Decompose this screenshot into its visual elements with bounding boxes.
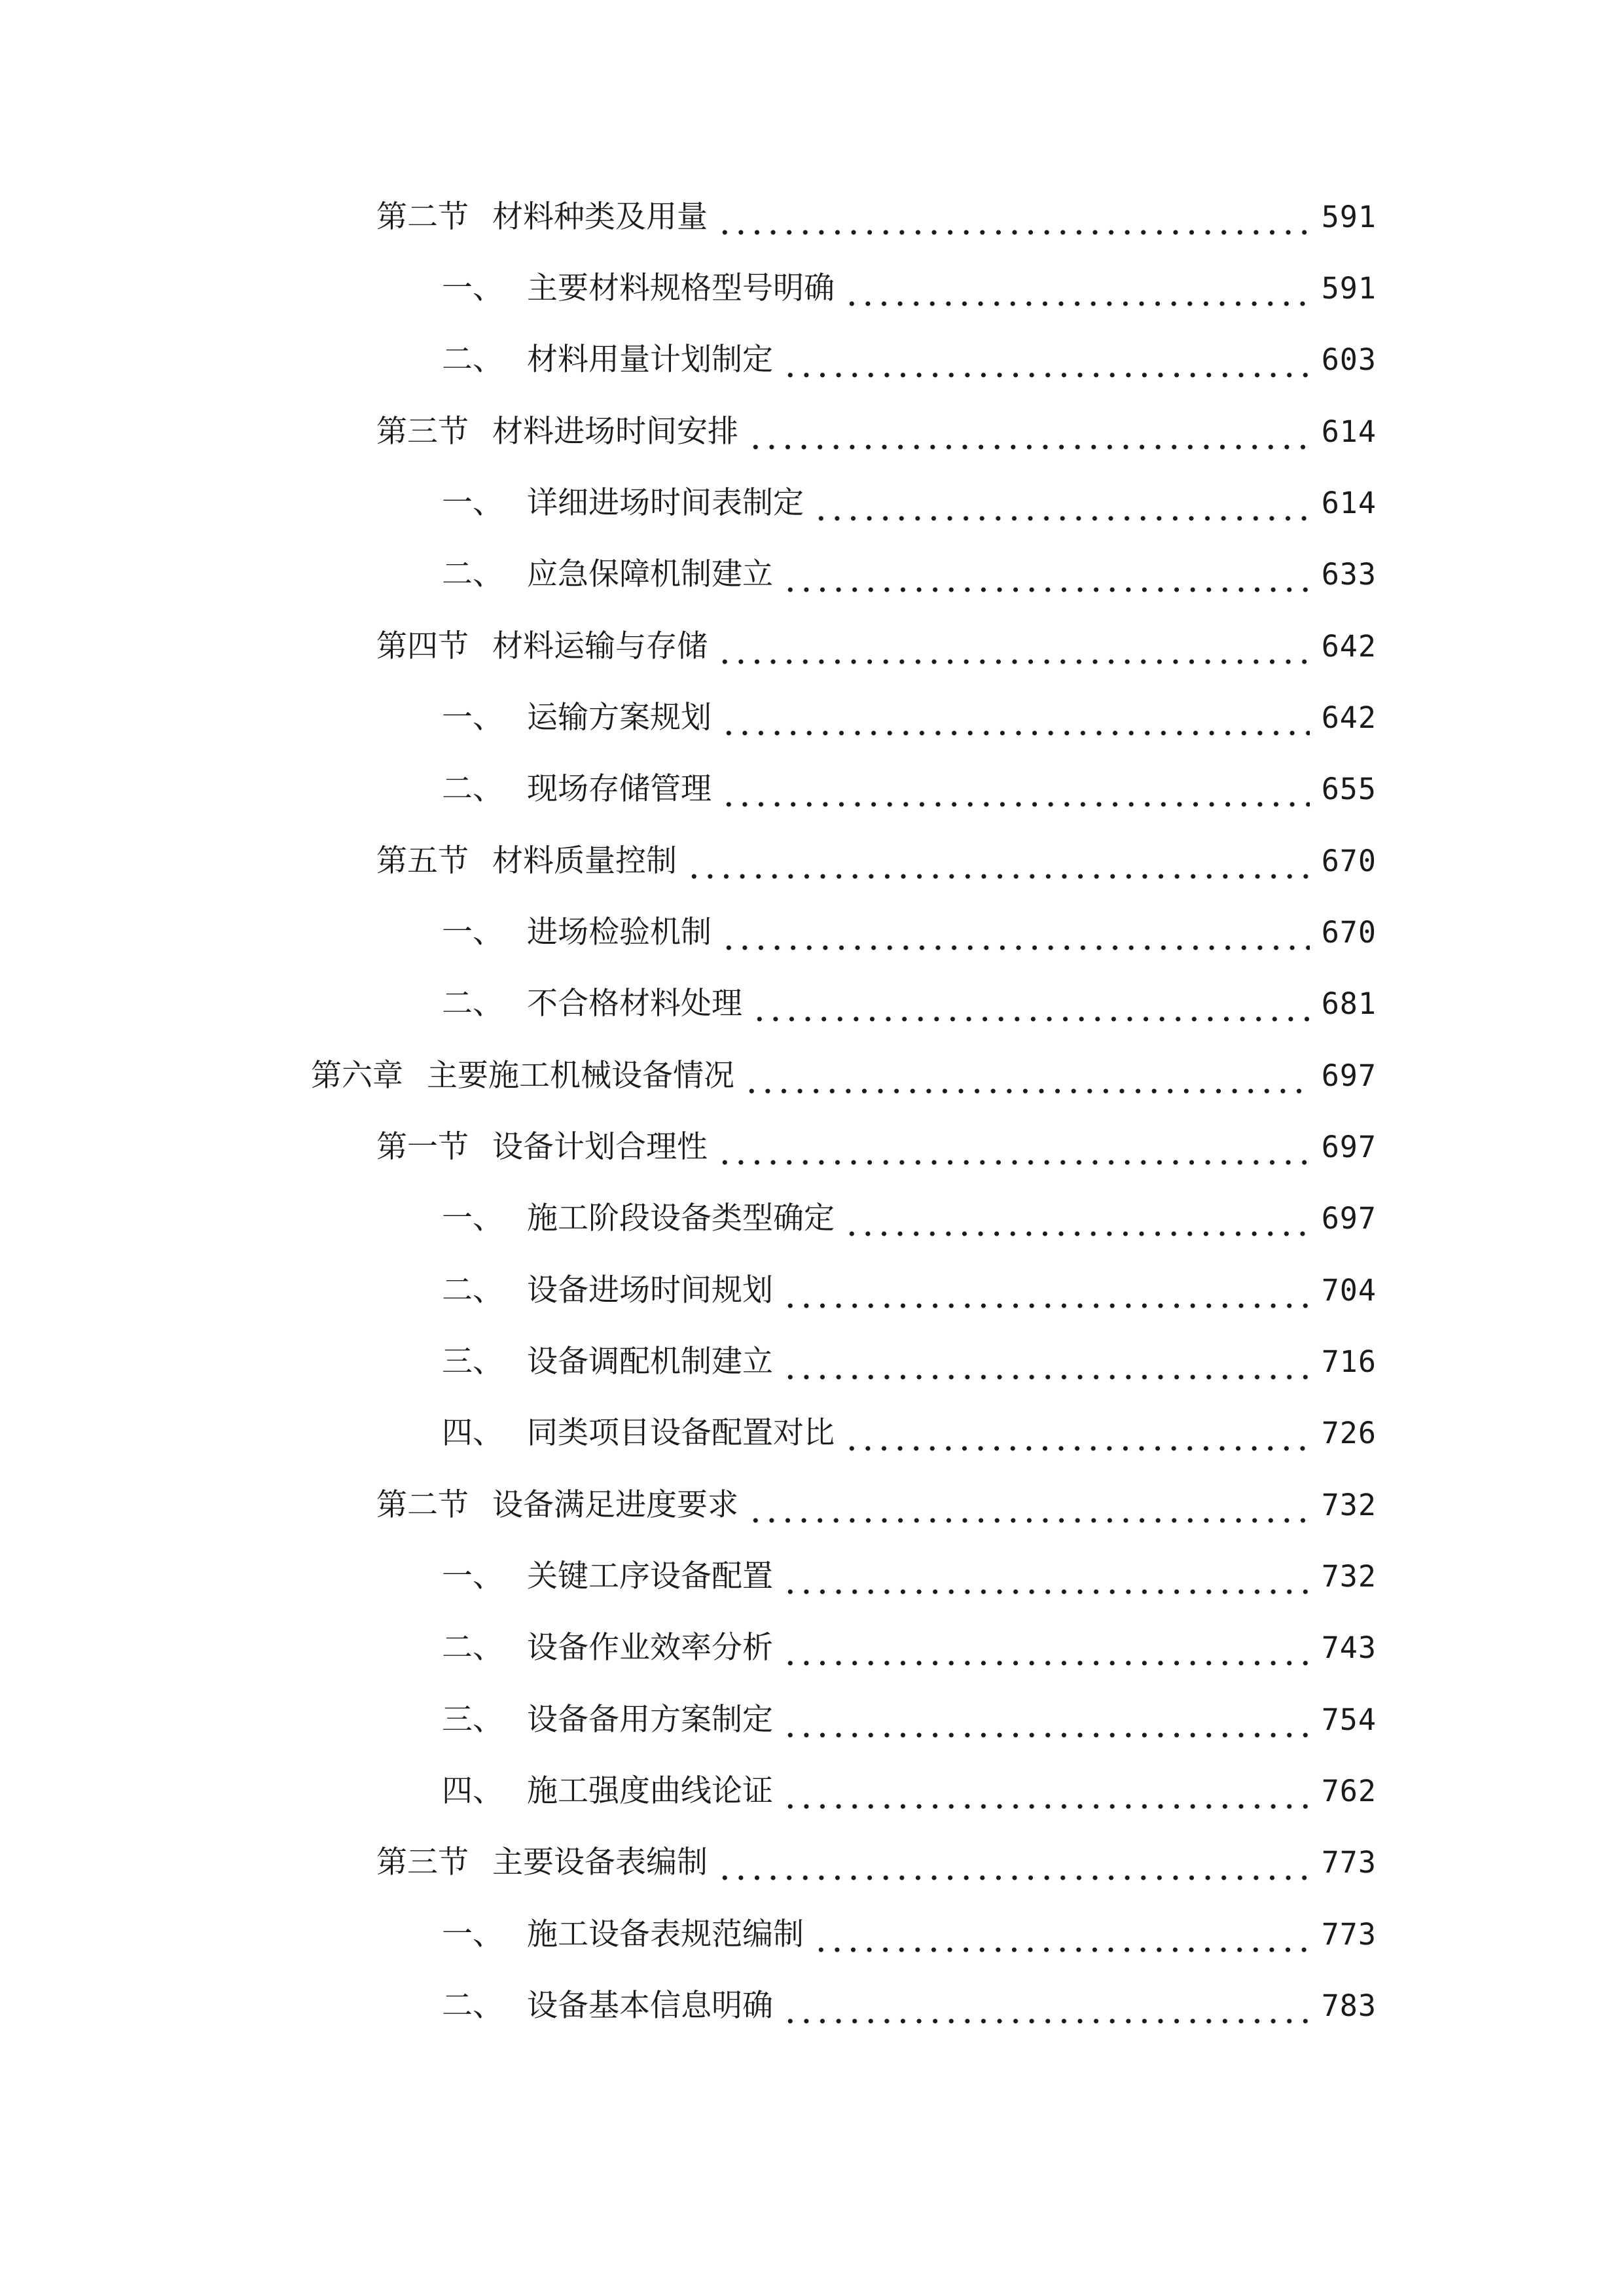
entry-title: 现场存储管理 <box>527 771 712 807</box>
entry-number: 二、 <box>442 1988 503 2024</box>
toc-entry[interactable] <box>442 337 1377 383</box>
entry-number: 第六章 <box>311 1058 403 1094</box>
entry-title: 设备作业效率分析 <box>527 1630 773 1666</box>
entry-number: 一、 <box>442 914 503 950</box>
entry-title: 主要施工机械设备情况 <box>427 1058 734 1094</box>
toc-entry[interactable] <box>442 910 1377 956</box>
page-number: 591 <box>1321 200 1377 234</box>
dot-leader <box>782 337 1310 383</box>
entry-number: 第二节 <box>376 1487 469 1523</box>
entry-title: 同类项目设备配置对比 <box>527 1415 835 1451</box>
dot-leader <box>717 194 1310 240</box>
entry-title: 施工设备表规范编制 <box>527 1916 804 1952</box>
entry-title: 材料用量计划制定 <box>527 342 773 378</box>
entry-title: 主要设备表编制 <box>492 1844 708 1880</box>
toc-entry[interactable] <box>442 981 1377 1027</box>
entry-number: 二、 <box>442 342 503 378</box>
entry-title: 材料进场时间安排 <box>492 414 738 450</box>
entry-number: 二、 <box>442 556 503 592</box>
entry-title: 设备计划合理性 <box>492 1129 708 1165</box>
toc-entry[interactable] <box>442 1196 1377 1242</box>
entry-number: 三、 <box>442 1702 503 1738</box>
page-number: 754 <box>1321 1702 1377 1737</box>
entry-title: 设备调配机制建立 <box>527 1344 773 1380</box>
entry-title: 施工阶段设备类型确定 <box>527 1200 835 1236</box>
entry-number: 第二节 <box>376 199 469 235</box>
toc-entry[interactable] <box>442 1768 1377 1814</box>
toc-entry[interactable] <box>442 1697 1377 1743</box>
toc-entry[interactable] <box>442 1983 1377 2029</box>
toc-entry[interactable] <box>442 766 1377 812</box>
page-number: 614 <box>1321 486 1377 520</box>
dot-leader <box>721 766 1310 812</box>
dot-leader <box>782 1983 1310 2029</box>
toc-entry[interactable] <box>376 1124 1377 1170</box>
toc-entry[interactable] <box>442 1410 1377 1456</box>
dot-leader <box>782 1554 1310 1600</box>
entry-number: 四、 <box>442 1415 503 1451</box>
page-number: 732 <box>1321 1488 1377 1522</box>
toc-entry[interactable] <box>376 1482 1377 1528</box>
page-number: 670 <box>1321 915 1377 950</box>
entry-number: 四、 <box>442 1773 503 1809</box>
toc-entry[interactable] <box>442 480 1377 526</box>
page-number: 773 <box>1321 1845 1377 1880</box>
toc-entry[interactable] <box>442 1339 1377 1385</box>
toc-entry[interactable] <box>376 194 1377 240</box>
toc-entry[interactable] <box>376 1840 1377 1886</box>
entry-title: 设备满足进度要求 <box>492 1487 738 1523</box>
toc-entry[interactable] <box>311 1053 1377 1099</box>
page-number: 655 <box>1321 772 1377 806</box>
entry-title: 关键工序设备配置 <box>527 1558 773 1594</box>
page-number: 762 <box>1321 1774 1377 1808</box>
toc-entry[interactable] <box>376 409 1377 455</box>
toc-entry[interactable] <box>376 624 1377 670</box>
page-number: 716 <box>1321 1344 1377 1379</box>
entry-title: 设备备用方案制定 <box>527 1702 773 1738</box>
page-number: 726 <box>1321 1416 1377 1450</box>
entry-number: 一、 <box>442 1200 503 1236</box>
entry-number: 一、 <box>442 1916 503 1952</box>
page-number: 743 <box>1321 1630 1377 1665</box>
toc-entry[interactable] <box>442 695 1377 741</box>
dot-leader <box>717 1124 1310 1170</box>
entry-title: 进场检验机制 <box>527 914 712 950</box>
entry-title: 设备基本信息明确 <box>527 1988 773 2024</box>
dot-leader <box>844 1196 1310 1242</box>
dot-leader <box>782 552 1310 598</box>
dot-leader <box>686 838 1310 884</box>
entry-number: 一、 <box>442 700 503 736</box>
dot-leader <box>717 624 1310 670</box>
dot-leader <box>782 1768 1310 1814</box>
toc-entry[interactable] <box>442 1625 1377 1671</box>
entry-number: 二、 <box>442 1272 503 1308</box>
toc-entry[interactable] <box>442 1912 1377 1958</box>
entry-number: 第五节 <box>376 843 469 879</box>
entry-title: 材料运输与存储 <box>492 628 708 664</box>
dot-leader <box>748 1482 1310 1528</box>
dot-leader <box>782 1625 1310 1671</box>
entry-title: 设备进场时间规划 <box>527 1272 773 1308</box>
page-number: 633 <box>1321 557 1377 592</box>
dot-leader <box>844 1410 1310 1456</box>
entry-title: 应急保障机制建立 <box>527 556 773 592</box>
page-number: 697 <box>1321 1201 1377 1236</box>
page-number: 670 <box>1321 844 1377 878</box>
dot-leader <box>721 695 1310 741</box>
entry-number: 二、 <box>442 986 503 1022</box>
page-number: 697 <box>1321 1130 1377 1164</box>
toc-entry[interactable] <box>442 266 1377 312</box>
dot-leader <box>844 266 1310 312</box>
entry-number: 一、 <box>442 270 503 306</box>
entry-number: 第四节 <box>376 628 469 664</box>
dot-leader <box>782 1268 1310 1314</box>
dot-leader <box>751 981 1310 1027</box>
dot-leader <box>813 1912 1310 1958</box>
entry-title: 施工强度曲线论证 <box>527 1773 773 1809</box>
dot-leader <box>782 1339 1310 1385</box>
page-number: 697 <box>1321 1058 1377 1093</box>
page-number: 642 <box>1321 700 1377 735</box>
page-number: 732 <box>1321 1559 1377 1594</box>
entry-title: 不合格材料处理 <box>527 986 742 1022</box>
entry-number: 一、 <box>442 1558 503 1594</box>
toc-entry[interactable] <box>376 838 1377 884</box>
entry-number: 三、 <box>442 1344 503 1380</box>
entry-title: 运输方案规划 <box>527 700 712 736</box>
entry-title: 主要材料规格型号明确 <box>527 270 835 306</box>
page-number: 591 <box>1321 271 1377 306</box>
dot-leader <box>717 1840 1310 1886</box>
toc-entry[interactable] <box>442 1268 1377 1314</box>
entry-number: 第三节 <box>376 1844 469 1880</box>
page-number: 603 <box>1321 342 1377 377</box>
page-number: 704 <box>1321 1273 1377 1308</box>
entry-title: 材料质量控制 <box>492 843 677 879</box>
entry-title: 详细进场时间表制定 <box>527 485 804 521</box>
toc-entry[interactable] <box>442 1554 1377 1600</box>
entry-number: 第三节 <box>376 414 469 450</box>
entry-number: 一、 <box>442 485 503 521</box>
dot-leader <box>782 1697 1310 1743</box>
dot-leader <box>813 480 1310 526</box>
page-number: 642 <box>1321 629 1377 664</box>
entry-number: 二、 <box>442 1630 503 1666</box>
entry-number: 第一节 <box>376 1129 469 1165</box>
dot-leader <box>744 1053 1310 1099</box>
page-number: 681 <box>1321 986 1377 1021</box>
page-number: 614 <box>1321 414 1377 449</box>
toc-entry[interactable] <box>442 552 1377 598</box>
entry-number: 二、 <box>442 771 503 807</box>
entry-title: 材料种类及用量 <box>492 199 708 235</box>
page-number: 773 <box>1321 1917 1377 1952</box>
dot-leader <box>748 409 1310 455</box>
dot-leader <box>721 910 1310 956</box>
page-number: 783 <box>1321 1988 1377 2023</box>
